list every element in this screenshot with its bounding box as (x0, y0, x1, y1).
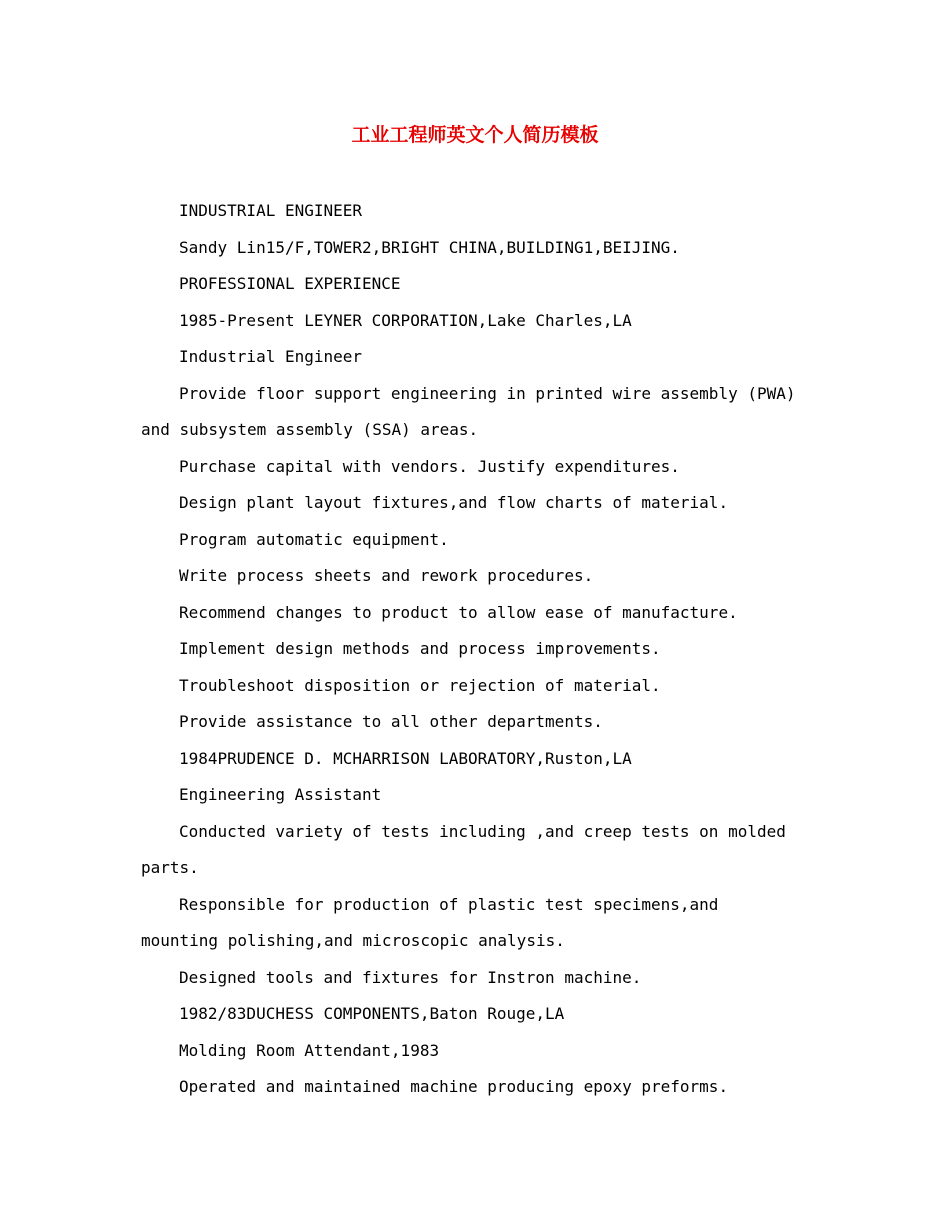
duty-line: Write process sheets and rework procedures. (179, 566, 594, 585)
duty-line: Troubleshoot disposition or rejection of material. (179, 675, 661, 695)
employer-line: 1984PRUDENCE D. MCHARRISON LABORATORY,Ruston,LA (179, 748, 632, 768)
employer-line: 1982/83DUCHESS COMPONENTS,Baton Rouge,LA (179, 1004, 565, 1023)
duty-line: Conducted variety of tests including ,and creep tests on molded parts. (141, 821, 786, 877)
duty-line: Recommend changes to product to allow ease of manufacture. (179, 602, 738, 622)
employer-line: 1985-Present LEYNER CORPORATION,Lake Charles,LA (179, 310, 632, 330)
duty-line: Implement design methods and process improvements. (179, 639, 661, 658)
section-heading-experience: PROFESSIONAL EXPERIENCE (179, 274, 401, 293)
job-title: Molding Room Attendant,1983 (179, 1040, 440, 1060)
duty-line: Provide assistance to all other departments. (179, 712, 603, 731)
document-title: 工业工程师英文个人简历模板 (351, 124, 599, 146)
job-title: Engineering Assistant (179, 785, 382, 804)
duty-line: Program automatic equipment. (179, 529, 449, 549)
contact-line: Sandy Lin15/F,TOWER2,BRIGHT CHINA,BUILDING1,BEIJING. (179, 237, 680, 257)
job-title: Industrial Engineer (179, 347, 363, 366)
duty-line: Provide floor support engineering in printed wire assembly (PWA) and subsystem assembly (SSA) areas. (141, 383, 796, 439)
duty-line: Operated and maintained machine producing epoxy preforms. (179, 1077, 729, 1096)
duty-line: Designed tools and fixtures for Instron machine. (179, 967, 642, 987)
duty-line: Responsible for production of plastic test specimens,and mounting polishing,and microscopic analysis. (141, 894, 719, 950)
duty-line: Purchase capital with vendors. Justify expenditures. (179, 456, 680, 476)
resume-heading: INDUSTRIAL ENGINEER (179, 201, 363, 220)
duty-line: Design plant layout fixtures,and flow charts of material. (179, 493, 729, 512)
resume-body (141, 193, 801, 1106)
